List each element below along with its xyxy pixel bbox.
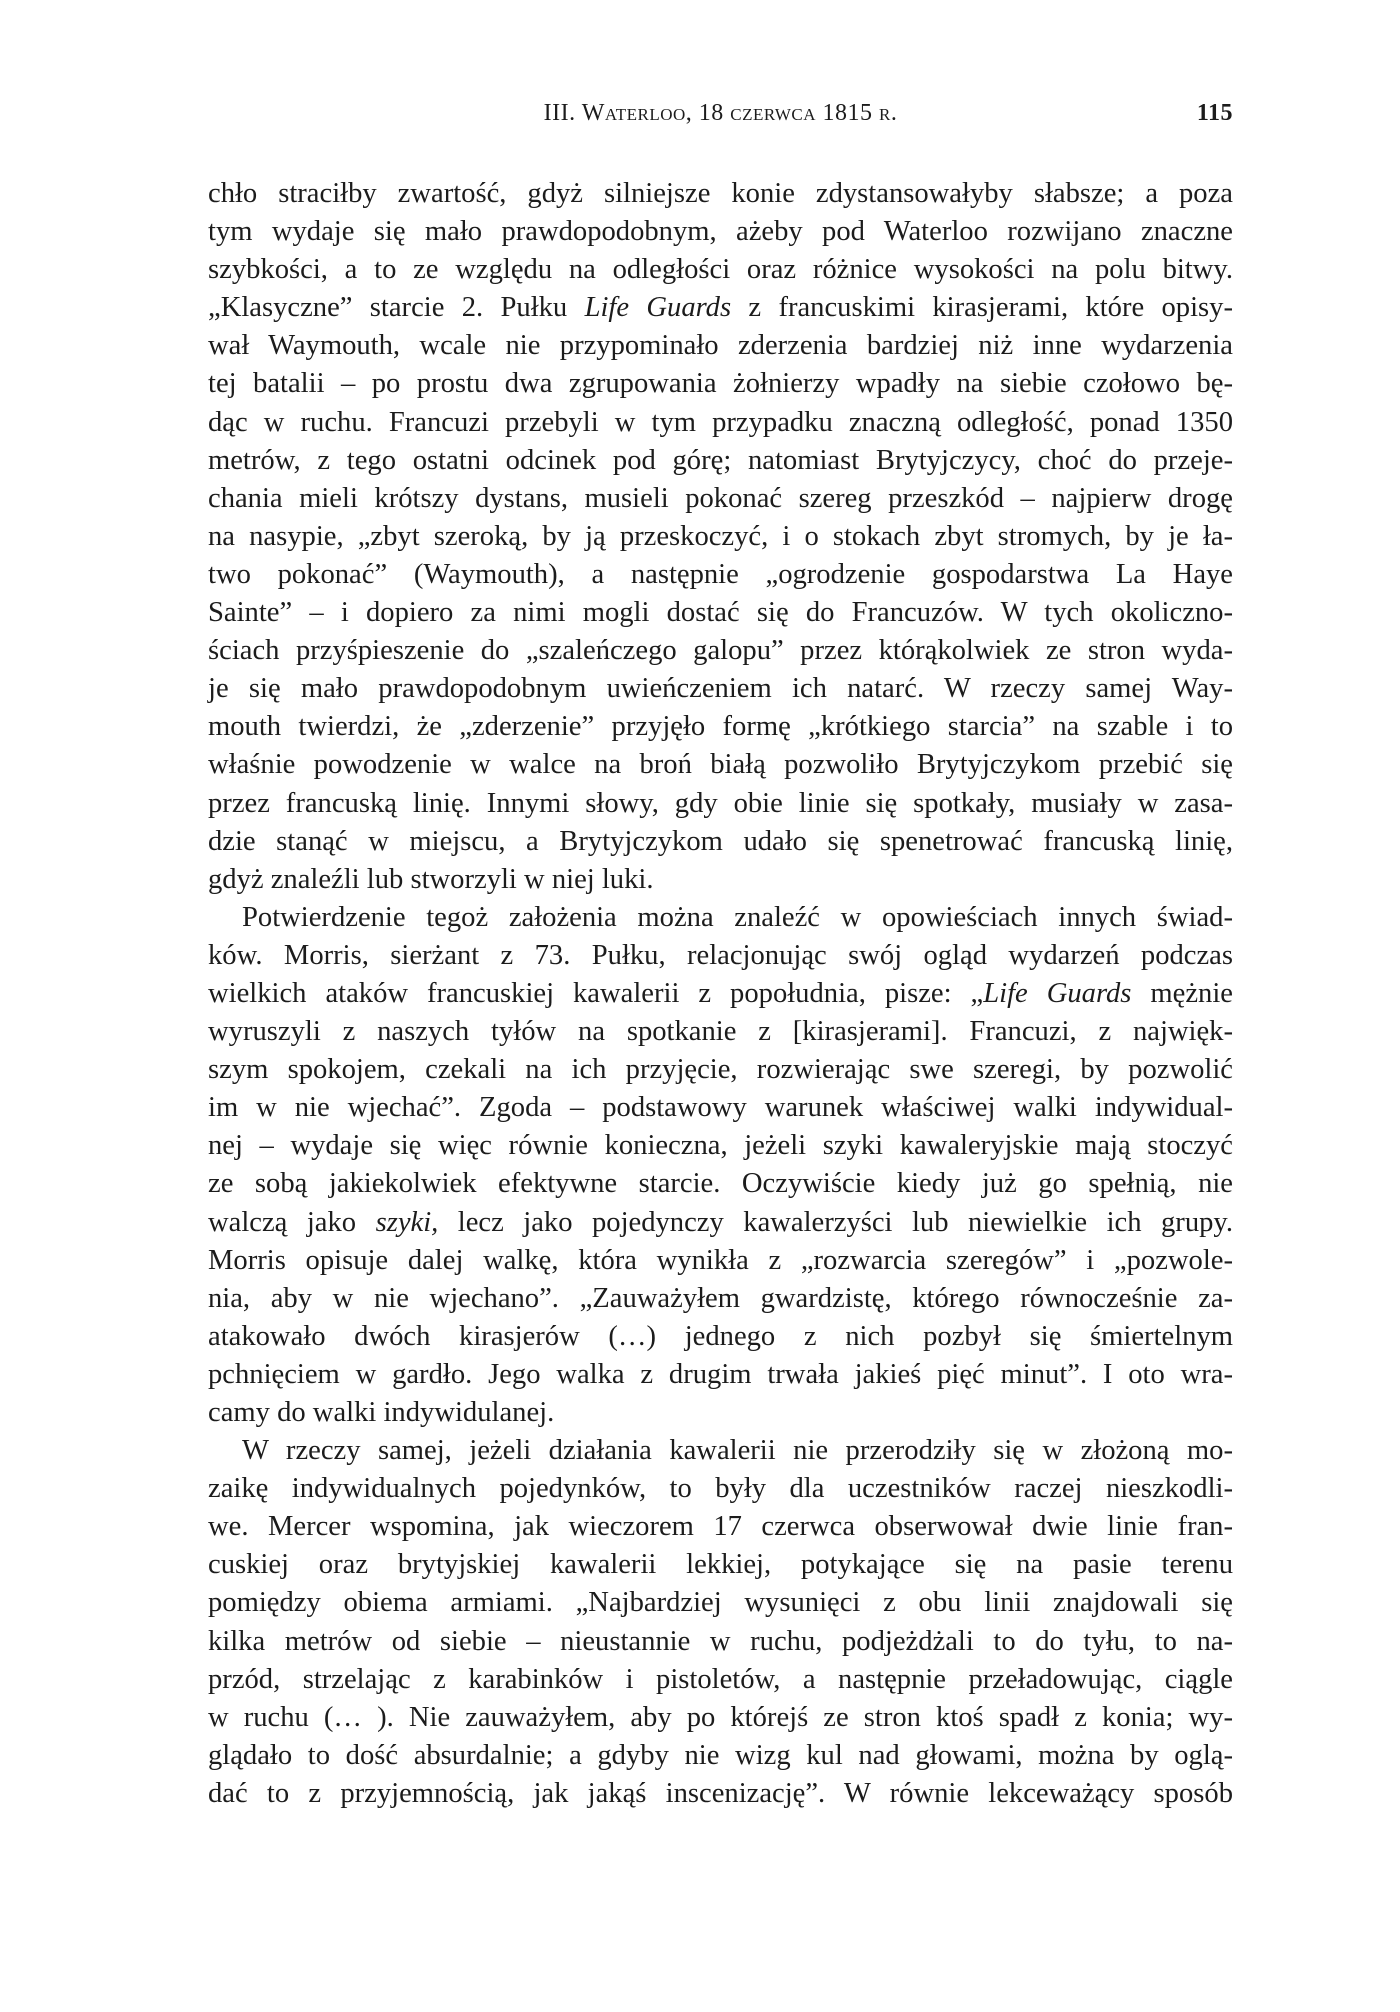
paragraph [208,1432,1233,1813]
text-line: Morris opisuje dalej walkę, która wynikła z „rozwarcia szeregów” i „pozwole- [208,1244,1233,1276]
text-line: na nasypie, „zbyt szeroką, by ją przeskoczyć, i o stokach zbyt stromych, by je ła- [208,520,1233,552]
text-line: glądało to dość absurdalnie; a gdyby nie wizg kul nad głowami, można by oglą- [208,1739,1233,1771]
text-line: przez francuską linię. Innymi słowy, gdy obie linie się spotkały, musiały w zasa- [208,787,1233,819]
text-line: atakowało dwóch kirasjerów (…) jednego z nich pozbył się śmiertelnym [208,1320,1233,1352]
text-line: ściach przyśpieszenie do „szaleńczego galopu” przez którąkolwiek ze stron wyda- [208,635,1233,667]
text-line: wyruszyli z naszych tyłów na spotkanie z [kirasjerami]. Francuzi, z najwięk- [208,1016,1233,1048]
text-line: szym spokojem, czekali na ich przyjęcie, rozwierając swe szeregi, by pozwolić [208,1054,1233,1086]
text-line: nia, aby w nie wjechano”. „Zauważyłem gwardzistę, którego równocześnie za- [208,1282,1233,1314]
text-line: tym wydaje się mało prawdopodobnym, ażeby pod Waterloo rozwijano znaczne [208,216,1233,248]
text-line: ze sobą jakiekolwiek efektywne starcie. Oczywiście kiedy już go spełnią, nie [208,1168,1233,1200]
body-text [208,175,1233,1813]
text-line: dać to z przyjemnością, jak jakąś inscenizację”. W równie lekceważący sposób [208,1777,1233,1809]
text-line: chania mieli krótszy dystans, musieli pokonać szereg przeszkód – najpierw drogę [208,482,1233,514]
text-line: im w nie wjechać”. Zgoda – podstawowy warunek właściwej walki indywidual- [208,1092,1233,1124]
text-line: je się mało prawdopodobnym uwieńczeniem ich natarć. W rzeczy samej Way- [208,673,1233,705]
text-line: kilka metrów od siebie – nieustannie w ruchu, podjeżdżali to do tyłu, to na- [208,1625,1233,1657]
text-line: pchnięciem w gardło. Jego walka z drugim trwała jakieś pięć minut”. I oto wra- [208,1358,1233,1390]
paragraph [208,899,1233,1432]
text-line: W rzeczy samej, jeżeli działania kawalerii nie przerodziły się w złożoną mo- [242,1435,1233,1467]
text-line: gdyż znaleźli lub stworzyli w niej luki. [208,863,654,895]
text-line: we. Mercer wspomina, jak wieczorem 17 czerwca obserwował dwie linie fran- [208,1511,1233,1543]
text-line: Potwierdzenie tegoż założenia można znaleźć w opowieściach innych świad- [242,901,1233,933]
running-header [208,100,1233,140]
text-line: wielkich ataków francuskiej kawalerii z popołudnia, pisze: „Life Guards mężnie [208,977,1233,1009]
text-line: w ruchu (… ). Nie zauważyłem, aby po którejś ze stron ktoś spadł z konia; wy- [208,1701,1233,1733]
text-line: „Klasyczne” starcie 2. Pułku Life Guards z francuskimi kirasjerami, które opisy- [208,292,1233,324]
text-line: pomiędzy obiema armiami. „Najbardziej wysunięci z obu linii znajdowali się [208,1587,1233,1619]
text-line: two pokonać” (Waymouth), a następnie „ogrodzenie gospodarstwa La Haye [208,558,1233,590]
text-line: Sainte” – i dopiero za nimi mogli dostać się do Francuzów. W tych okoliczno- [208,597,1233,629]
paragraph [208,175,1233,899]
text-line: tej batalii – po prostu dwa zgrupowania żołnierzy wpadły na siebie czołowo bę- [208,368,1233,400]
text-line: chło straciłby zwartość, gdyż silniejsze konie zdystansowałyby słabsze; a poza [208,178,1233,209]
text-line: mouth twierdzi, że „zderzenie” przyjęło formę „krótkiego starcia” na szable i to [208,711,1233,743]
text-line: właśnie powodzenie w walce na broń białą pozwoliło Brytyjczykom przebić się [208,749,1233,781]
text-line: przód, strzelając z karabinków i pistoletów, a następnie przeładowując, ciągle [208,1663,1233,1695]
text-line: nej – wydaje się więc równie konieczna, jeżeli szyki kawaleryjskie mają stoczyć [208,1130,1233,1162]
text-line: dąc w ruchu. Francuzi przebyli w tym przypadku znaczną odległość, ponad 1350 [208,406,1233,438]
text-line: dzie stanąć w miejscu, a Brytyjczykom udało się spenetrować francuską linię, [208,825,1233,857]
text-line: metrów, z tego ostatni odcinek pod górę; natomiast Brytyjczycy, choć do przeje- [208,444,1233,476]
text-line: szybkości, a to ze względu na odległości oraz różnice wysokości na polu bitwy. [208,254,1233,286]
text-line: walczą jako szyki, lecz jako pojedynczy kawalerzyści lub niewielkie ich grupy. [208,1206,1233,1238]
text-line: camy do walki indywidulanej. [208,1397,555,1428]
text-line: cuskiej oraz brytyjskiej kawalerii lekkiej, potykające się na pasie terenu [208,1549,1233,1581]
page-number: 115 [1196,100,1233,126]
text-line: zaikę indywidualnych pojedynków, to były dla uczestników raczej nieszkodli- [208,1473,1233,1505]
text-line: wał Waymouth, wcale nie przypominało zderzenia bardziej niż inne wydarzenia [208,330,1233,362]
running-title: III. Waterloo, 18 czerwca 1815 r. [543,100,898,126]
text-line: ków. Morris, sierżant z 73. Pułku, relacjonując swój ogląd wydarzeń podczas [208,939,1233,971]
